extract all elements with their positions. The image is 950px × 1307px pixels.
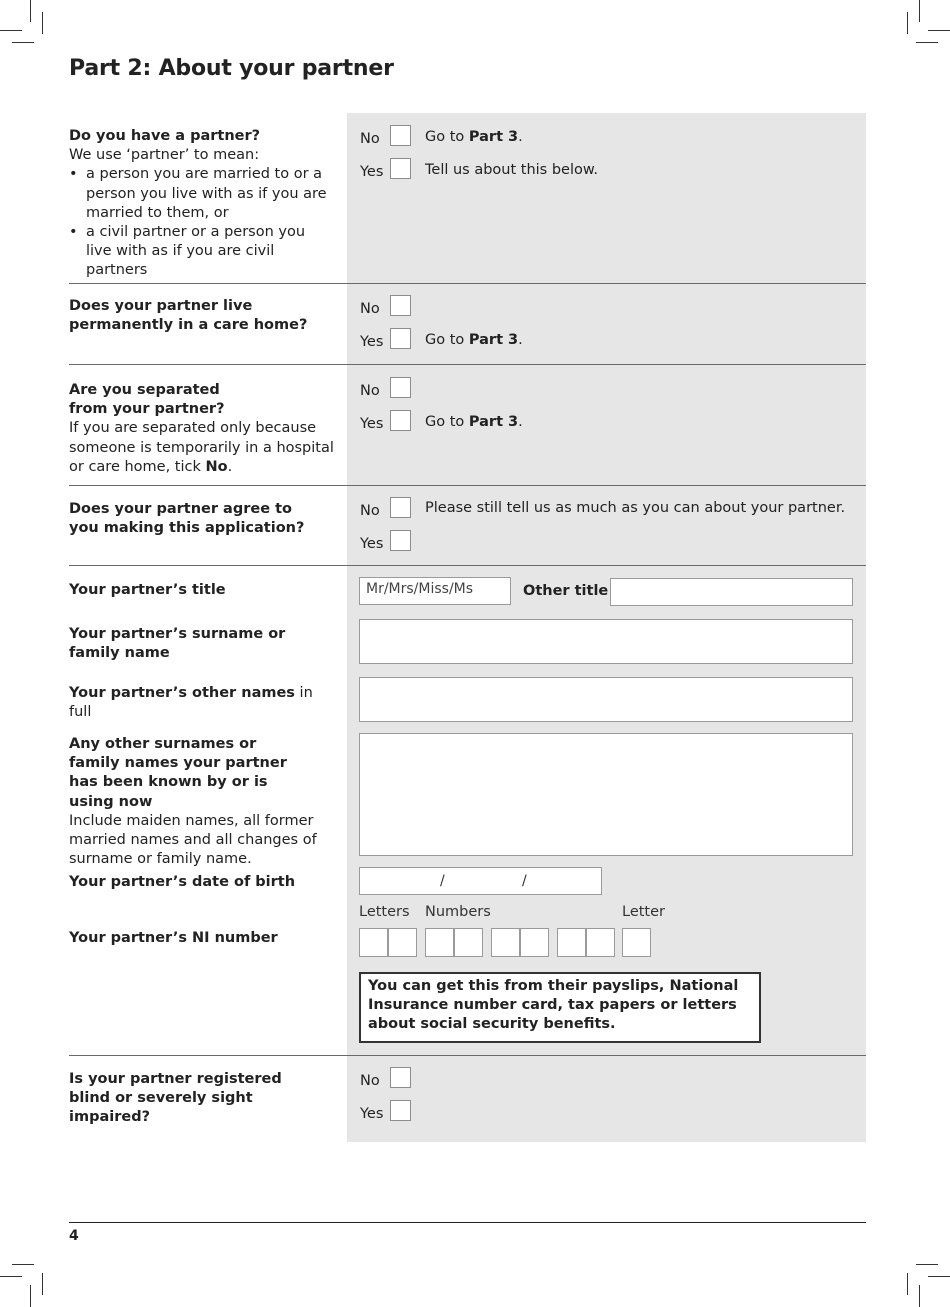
partner-dob-label: Your partner’s date of birth [69, 874, 296, 890]
partner-agree-no-checkbox[interactable] [390, 497, 411, 518]
partner-other-surnames-input[interactable] [359, 733, 853, 856]
have-partner-no-note: Go to Part 3. [425, 129, 523, 145]
partner-surname-label: Your partner’s surname or family name [69, 626, 286, 662]
answer-panel [347, 1056, 866, 1142]
crop-mark [907, 12, 908, 34]
option-yes-label: Yes [360, 334, 384, 350]
have-partner-yes-checkbox[interactable] [390, 158, 411, 179]
crop-mark [928, 1276, 950, 1277]
crop-mark [907, 1273, 908, 1295]
sight-impaired-no-checkbox[interactable] [390, 1067, 411, 1088]
option-yes-label: Yes [360, 416, 384, 432]
ni-number-box[interactable] [557, 928, 586, 957]
divider [69, 565, 866, 566]
question-text: Are you separated from your partner? [69, 382, 225, 418]
option-yes-label: Yes [360, 164, 384, 180]
divider [69, 364, 866, 365]
title-placeholder: Mr/Mrs/Miss/Ms [366, 581, 474, 597]
page-number: 4 [69, 1228, 79, 1244]
date-separator: / [522, 873, 527, 889]
answer-panel [347, 284, 866, 364]
question-sight-impaired [69, 1070, 314, 1128]
crop-mark [919, 1285, 920, 1307]
partner-other-names-label: Your partner’s other names in full [69, 685, 313, 721]
divider [69, 1055, 866, 1056]
partner-surname-input[interactable] [359, 619, 853, 664]
other-surnames-hint: Include maiden names, all former married names and all changes of surname or family name. [69, 812, 317, 868]
separated-no-checkbox[interactable] [390, 377, 411, 398]
ni-number-box[interactable] [454, 928, 483, 957]
partner-agree-no-note: Please still tell us as much as you can about your partner. [425, 500, 846, 516]
question-care-home [69, 297, 309, 335]
crop-mark [916, 42, 938, 43]
question-hint: If you are separated only because someone is temporarily in a hospital or care home, tick No. [69, 420, 334, 475]
partner-agree-yes-checkbox[interactable] [390, 530, 411, 551]
crop-mark [0, 1276, 22, 1277]
ni-letter-box[interactable] [359, 928, 388, 957]
care-home-yes-note: Go to Part 3. [425, 332, 523, 348]
footer-rule [69, 1222, 866, 1223]
question-intro: We use ‘partner’ to mean: [69, 147, 260, 164]
option-no-label: No [360, 383, 380, 399]
crop-mark [928, 30, 950, 31]
crop-mark [42, 12, 43, 34]
question-text: Is your partner registered blind or severely sight impaired? [69, 1071, 282, 1126]
crop-mark [12, 42, 34, 43]
question-separated [69, 381, 334, 477]
ni-number-box[interactable] [520, 928, 549, 957]
crop-mark [30, 1285, 31, 1307]
crop-mark [919, 0, 920, 22]
option-no-label: No [360, 131, 380, 147]
ni-letter-box[interactable] [388, 928, 417, 957]
question-text: Does your partner agree to you making this application? [69, 501, 305, 537]
partner-title-label: Your partner’s title [69, 582, 226, 598]
separated-yes-checkbox[interactable] [390, 410, 411, 431]
option-no-label: No [360, 301, 380, 317]
option-yes-label: Yes [360, 1106, 384, 1122]
care-home-yes-checkbox[interactable] [390, 328, 411, 349]
list-item: • a civil partner or a person you live with as if you are civil partners [69, 223, 334, 281]
crop-mark [0, 30, 22, 31]
partner-title-input[interactable] [359, 577, 511, 605]
divider [69, 283, 866, 284]
have-partner-no-checkbox[interactable] [390, 125, 411, 146]
question-have-partner [69, 127, 334, 281]
question-text: Do you have a partner? [69, 128, 261, 144]
care-home-no-checkbox[interactable] [390, 295, 411, 316]
option-no-label: No [360, 503, 380, 519]
question-partner-agree [69, 500, 319, 538]
ni-number-box[interactable] [586, 928, 615, 957]
divider [69, 485, 866, 486]
ni-letter-label: Letter [622, 904, 665, 920]
date-separator: / [440, 873, 445, 889]
ni-suffix-letter-box[interactable] [622, 928, 651, 957]
ni-number-box[interactable] [425, 928, 454, 957]
page-title: Part 2: About your partner [69, 56, 394, 81]
ni-numbers-label: Numbers [425, 904, 491, 920]
other-title-label: Other title [523, 583, 609, 599]
partner-ni-label: Your partner’s NI number [69, 930, 278, 946]
sight-impaired-yes-checkbox[interactable] [390, 1100, 411, 1121]
question-text: Does your partner live permanently in a care home? [69, 298, 308, 334]
option-no-label: No [360, 1073, 380, 1089]
partner-other-names-input[interactable] [359, 677, 853, 722]
ni-info-box: You can get this from their payslips, National Insurance number card, tax papers or letters about social security benefits. [359, 972, 761, 1043]
crop-mark [42, 1273, 43, 1295]
answer-panel [347, 486, 866, 565]
option-yes-label: Yes [360, 536, 384, 552]
list-item: • a person you are married to or a person you live with as if you are married to them, or [69, 165, 334, 223]
have-partner-yes-note: Tell us about this below. [425, 162, 599, 178]
ni-letters-label: Letters [359, 904, 410, 920]
partner-definition-list [69, 165, 334, 280]
ni-number-box[interactable] [491, 928, 520, 957]
partner-dob-input[interactable] [359, 867, 602, 895]
crop-mark [12, 1264, 34, 1265]
crop-mark [30, 0, 31, 22]
crop-mark [916, 1264, 938, 1265]
other-title-input[interactable] [610, 578, 853, 606]
partner-other-surnames-label: Any other surnames or family names your partner has been known by or is using now Include maiden names, all former married names and all changes of surname or family name. [69, 735, 324, 869]
separated-yes-note: Go to Part 3. [425, 414, 523, 430]
